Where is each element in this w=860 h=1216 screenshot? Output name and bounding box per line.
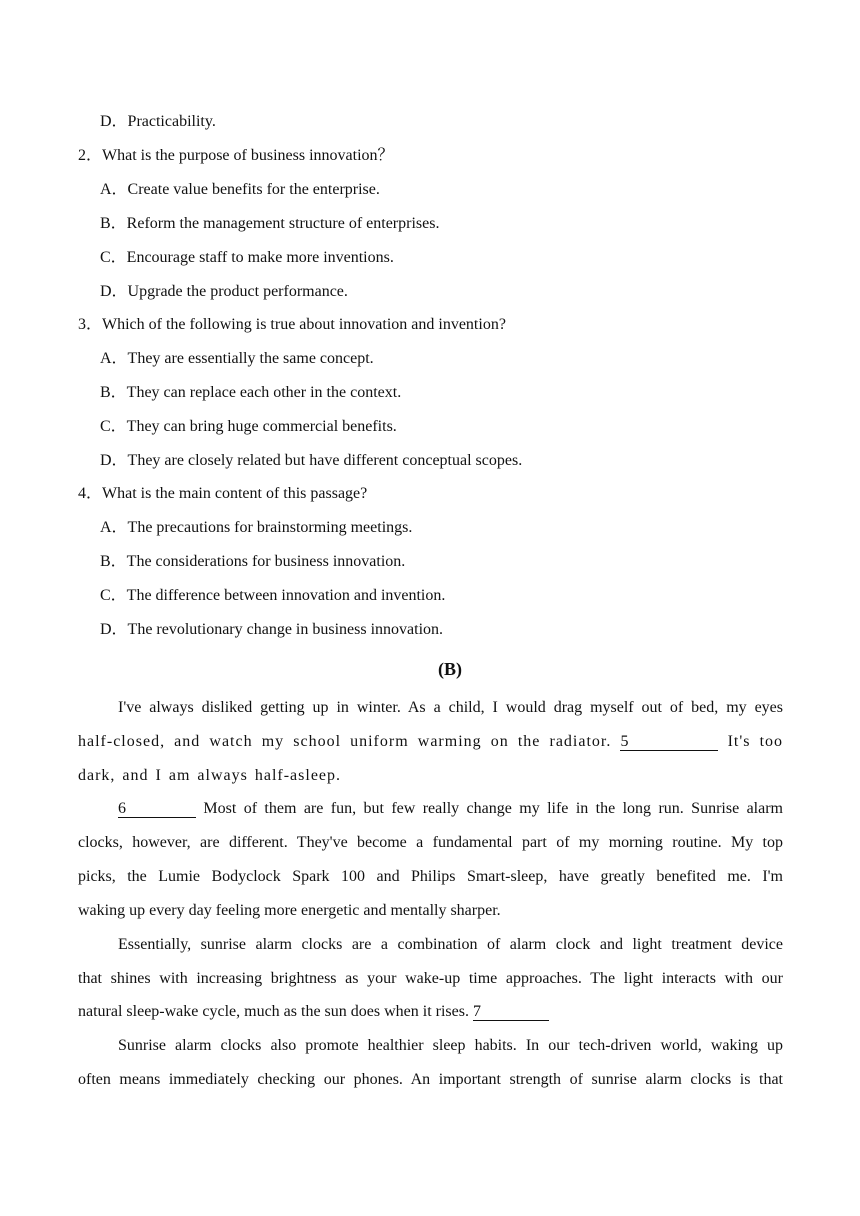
p1-line-1: I've always disliked getting up in winter. As a child, I would drag myself out of bed, my eyes [118,699,783,716]
p4-line-2: often means immediately checking our phones. An important strength of sunrise alarm clocks is that [78,1071,783,1088]
p1-line-2 [78,732,783,752]
p1-line-3: dark, and I am always half-asleep. [78,767,342,784]
p2-line-2: clocks, however, are different. They've become a fundamental part of my morning routine. My top [78,834,783,851]
q4-option-a: A．The precautions for brainstorming meetings. [100,519,413,536]
q3-option-b: B．They can replace each other in the context. [100,384,402,401]
p1-line-2-text: half-closed, and watch my school uniform warming on the radiator. [78,733,612,750]
q2-option-b: B．Reform the management structure of enterprises. [100,215,440,232]
blank-5[interactable]: 5 [620,733,718,751]
q2-stem: 2．What is the purpose of business innovation？ [78,147,394,164]
q2-option-d: D．Upgrade the product performance. [100,283,348,300]
q2-option-c: C．Encourage staff to make more inventions. [100,249,394,266]
q1-option-d: D．Practicability. [100,113,216,130]
p2-line-4: waking up every day feeling more energetic and mentally sharper. [78,902,501,919]
q3-option-a: A．They are essentially the same concept. [100,350,374,367]
q3-option-c: C．They can bring huge commercial benefits. [100,418,397,435]
p1-line-2-tail: It's too [727,733,784,750]
p2-line-3: picks, the Lumie Bodyclock Spark 100 and Philips Smart-sleep, have greatly benefited me. I'm [78,868,783,885]
p3-line-2: that shines with increasing brightness as your wake-up time approaches. The light interacts with our [78,970,783,987]
p3-line-1: Essentially, sunrise alarm clocks are a combination of alarm clock and light treatment device [118,936,783,953]
q3-option-d: D．They are closely related but have different conceptual scopes. [100,452,523,469]
p3-line-3-text: natural sleep-wake cycle, much as the sun does when it rises. [78,1003,469,1020]
q4-option-d: D．The revolutionary change in business innovation. [100,621,444,638]
p2-line-1-text: Most of them are fun, but few really change my life in the long run. Sunrise alarm [203,800,784,817]
q4-stem: 4．What is the main content of this passage? [78,485,368,502]
q2-option-a: A．Create value benefits for the enterprise. [100,181,380,198]
q3-stem: 3．Which of the following is true about innovation and invention? [78,316,506,333]
blank-6[interactable]: 6 [118,800,196,818]
p4-line-1: Sunrise alarm clocks also promote healthier sleep habits. In our tech-driven world, waking up [118,1037,783,1054]
p2-line-1 [118,799,783,819]
q4-option-b: B．The considerations for business innovation. [100,553,406,570]
blank-7[interactable]: 7 [473,1003,549,1021]
section-heading: (B) [438,659,462,679]
q4-option-c: C．The difference between innovation and invention. [100,587,446,604]
p3-line-3 [78,1002,783,1022]
